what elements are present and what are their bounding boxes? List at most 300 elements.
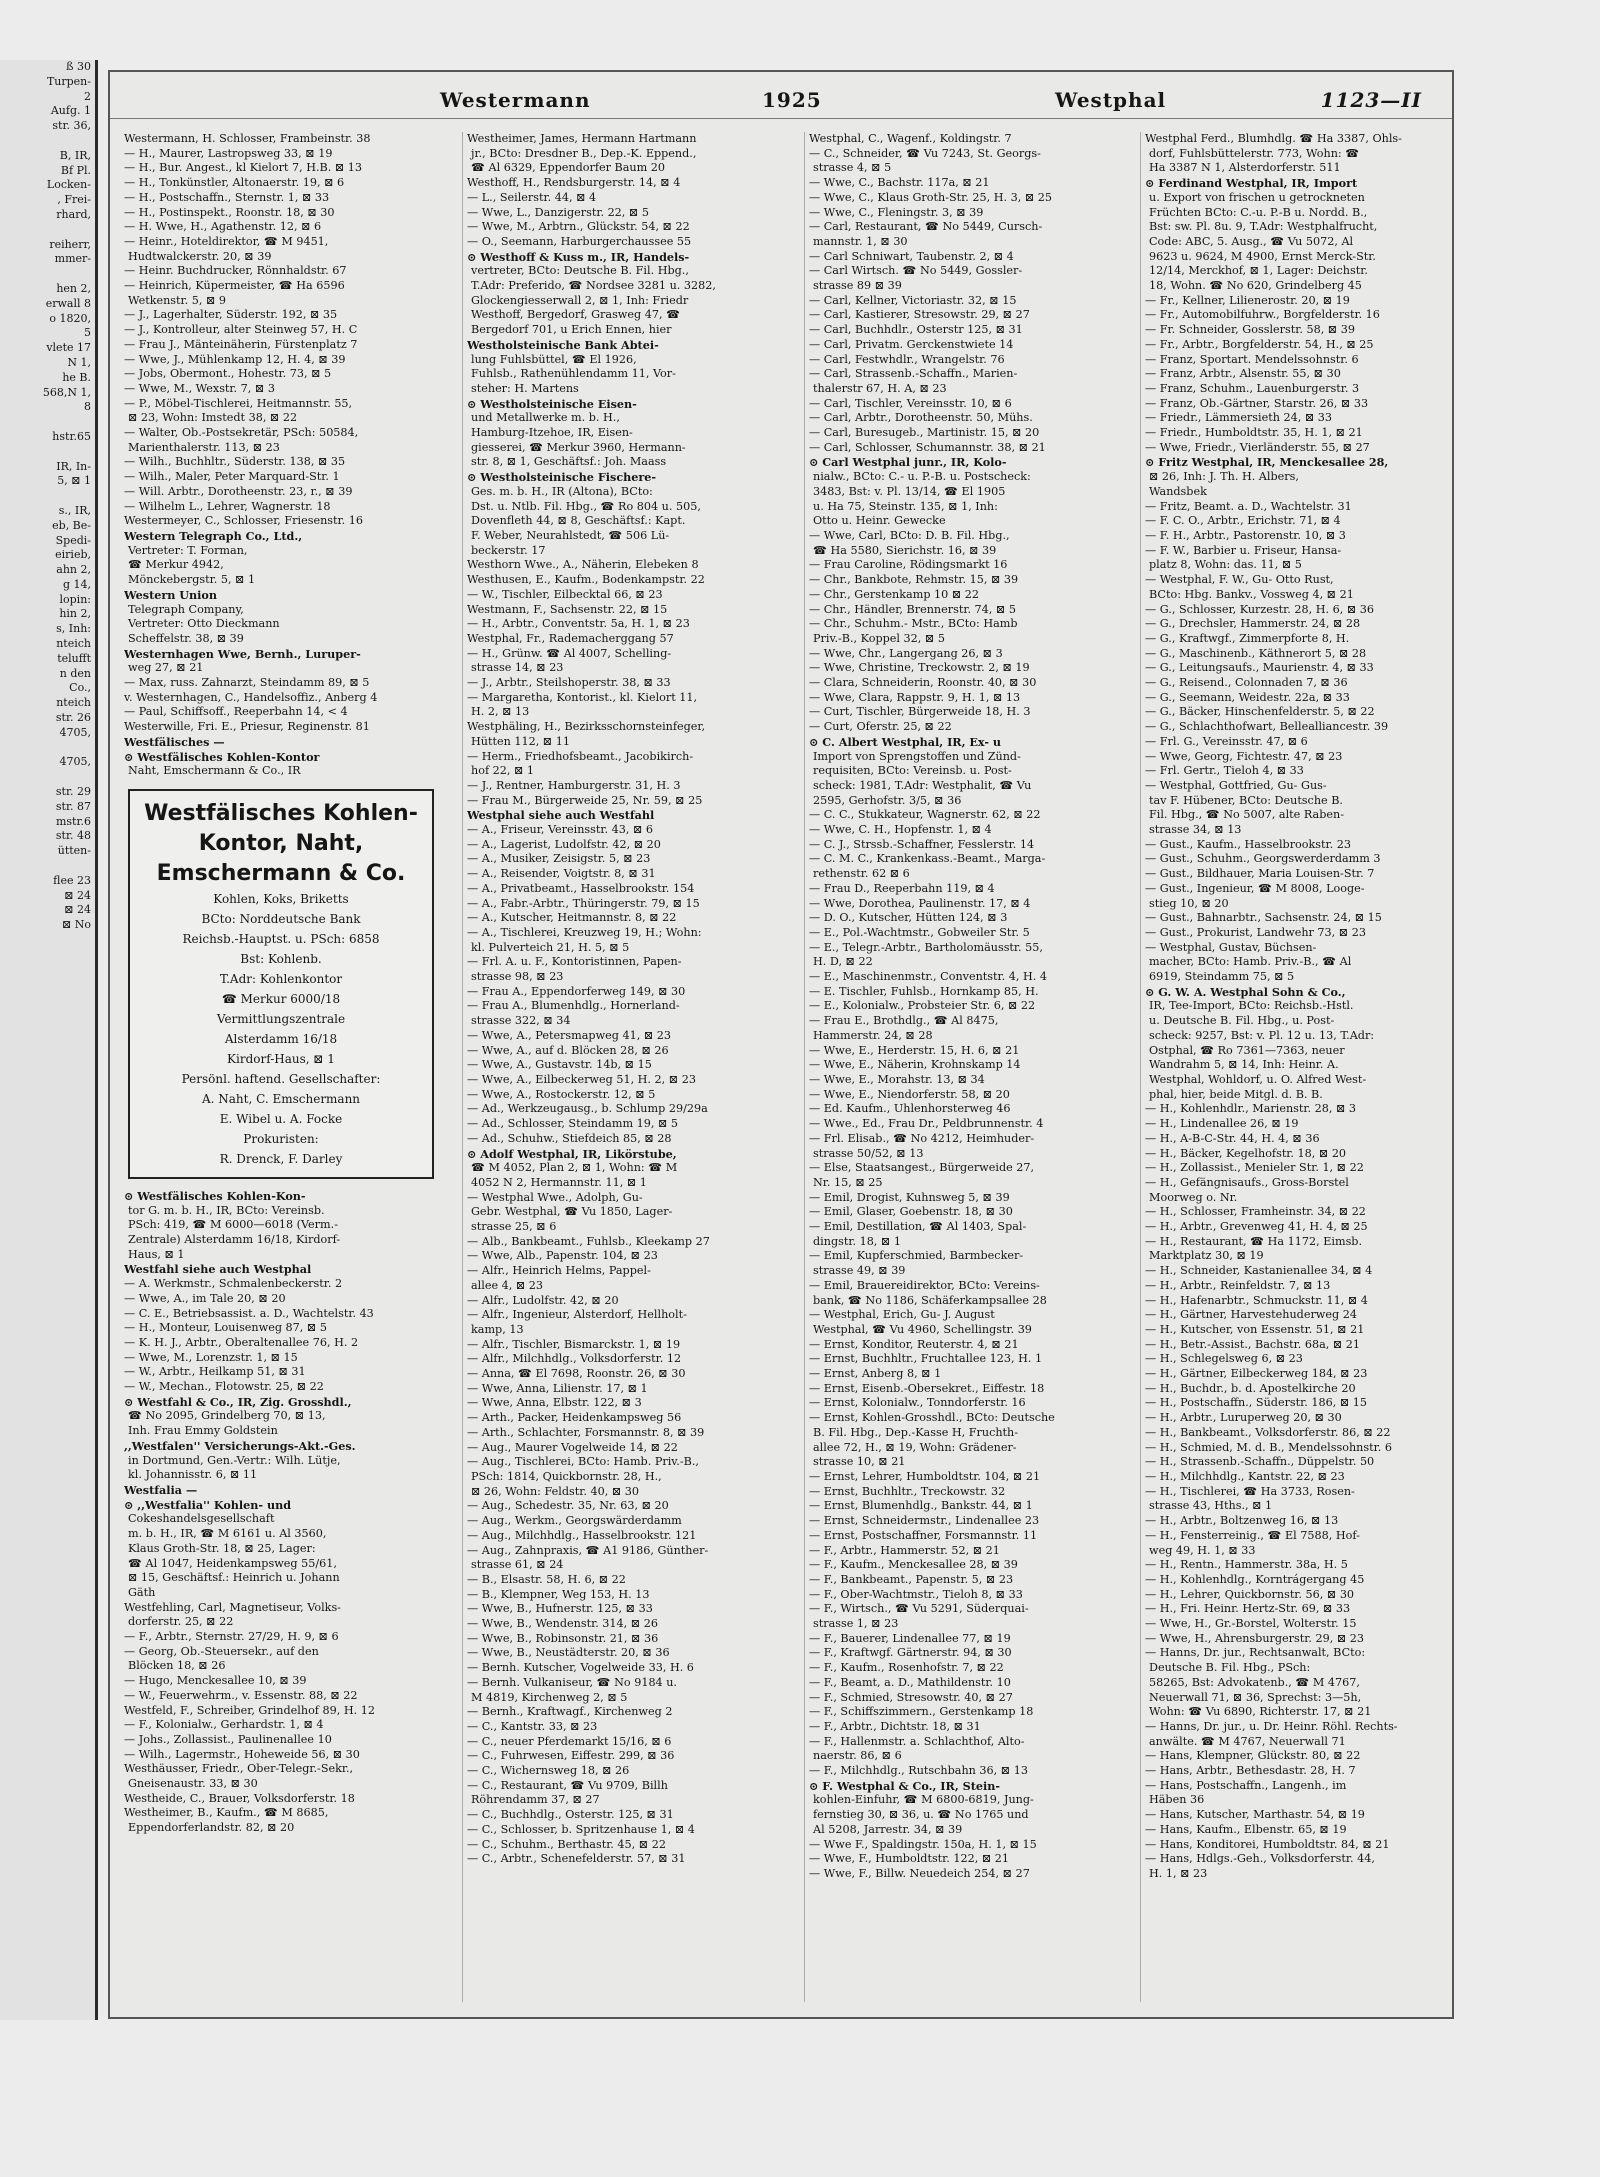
- directory-entry: Bst: sw. Pl. 8u. 9, T.Adr: Westphalfrucht,: [1149, 220, 1378, 234]
- directory-entry: Westheimer, James, Hermann Hartmann: [467, 132, 697, 145]
- directory-entry: Westhäusser, Friedr., Ober-Telegr.-Sekr.,: [124, 1762, 354, 1776]
- directory-entry: — Fr., Automobilfuhrw., Borgfelderstr. 16: [1145, 308, 1380, 322]
- ad-detail-line: Prokuristen:: [243, 1131, 319, 1146]
- directory-entry: — Wwe, Carl, BCto: D. B. Fil. Hbg.,: [809, 528, 1010, 542]
- directory-entry: — Wwe, A., Rostockerstr. 12, ⊠ 5: [467, 1087, 656, 1101]
- ad-detail-line: Bst: Kohlenb.: [240, 951, 322, 966]
- directory-entry: — Ernst, Postschaffner, Forsmannstr. 11: [809, 1528, 1038, 1542]
- directory-entry: platz 8, Wohn: das. 11, ⊠ 5: [1149, 558, 1302, 572]
- directory-entry: — Friedr., Humboldtstr. 35, H. 1, ⊠ 21: [1145, 426, 1363, 440]
- fragment-line: 5, ⊠ 1: [57, 474, 91, 488]
- column-1-entries-continued: [124, 1189, 442, 1836]
- directory-entry: 9623 u. 9624, M 4900, Ernst Merck-Str.: [1149, 249, 1376, 263]
- directory-entry: — H., Schlegelsweg 6, ⊠ 23: [1145, 1352, 1303, 1366]
- directory-entry: Zentrale) Alsterdamm 16/18, Kirdorf-: [128, 1233, 341, 1247]
- directory-entry: Moorweg o. Nr.: [1149, 1190, 1238, 1204]
- directory-entry: — A., Reisender, Voigtstr. 8, ⊠ 31: [467, 867, 656, 881]
- directory-entry: allee 72, H., ⊠ 19, Wohn: Grädener-: [813, 1440, 1017, 1454]
- directory-entry: — C., Schneider, ☎ Vu 7243, St. Georgs-: [809, 146, 1041, 160]
- directory-entry: — Frau E., Brothdlg., ☎ Al 8475,: [809, 1014, 999, 1028]
- directory-entry: — Curt, Oferstr. 25, ⊠ 22: [809, 720, 952, 734]
- directory-entry: — Wwe F., Spaldingstr. 150a, H. 1, ⊠ 15: [809, 1837, 1037, 1851]
- directory-entry: u. Ha 75, Steinstr. 135, ⊠ 1, Inh:: [813, 499, 998, 513]
- directory-entry: — Hans, Postschaffn., Langenh., im: [1145, 1778, 1347, 1792]
- directory-entry: 12/14, Merckhof, ⊠ 1, Lager: Deichstr.: [1149, 264, 1368, 278]
- directory-entry: — H., Gärtner, Eilbeckerweg 184, ⊠ 23: [1145, 1367, 1368, 1381]
- directory-entry: — C., Buchhdlg., Osterstr. 125, ⊠ 31: [467, 1808, 674, 1822]
- directory-entry: Westheide, C., Brauer, Volksdorferstr. 18: [124, 1791, 355, 1805]
- directory-entry: — H., Postinspekt., Roonstr. 18, ⊠ 30: [124, 205, 335, 219]
- directory-entry: — Wilhelm L., Lehrer, Wagnerstr. 18: [124, 499, 331, 513]
- directory-entry: Westmann, F., Sachsenstr. 22, ⊠ 15: [467, 602, 668, 616]
- ad-detail-line: Kirdorf-Haus, ⊠ 1: [227, 1051, 335, 1066]
- directory-entry: — Ernst, Eisenb.-Obersekret., Eiffestr. 18: [809, 1381, 1045, 1395]
- directory-entry: — C., Arbtr., Schenefelderstr. 57, ⊠ 31: [467, 1852, 686, 1866]
- fragment-line: [0, 134, 95, 149]
- directory-entry: ☎ M 4052, Plan 2, ⊠ 1, Wohn: ☎ M: [471, 1161, 678, 1175]
- directory-entry: — F., Arbtr., Hammerstr. 52, ⊠ 21: [809, 1543, 1000, 1557]
- directory-entry: — Wilh., Maler, Peter Marquard-Str. 1: [124, 470, 340, 484]
- fragment-line: Locken-: [46, 178, 91, 192]
- directory-entry: — J., Arbtr., Steilshoperstr. 38, ⊠ 33: [467, 676, 671, 690]
- directory-entry: kohlen-Einfuhr, ☎ M 6800-6819, Jung-: [813, 1793, 1034, 1807]
- directory-entry: — Bernh., Kraftwagf., Kirchenweg 2: [467, 1705, 673, 1719]
- directory-entry: ⊙ Westfälisches Kohlen-Kon-: [124, 1188, 306, 1203]
- directory-entry: giesserei, ☎ Merkur 3960, Hermann-: [471, 440, 686, 454]
- fragment-line: rhard,: [56, 207, 91, 221]
- directory-entry: — G., Leitungsaufs., Maurienstr. 4, ⊠ 33: [1145, 661, 1374, 675]
- directory-entry: Westphal, Fr., Rademacherggang 57: [467, 631, 674, 645]
- directory-entry: — C., Fuhrwesen, Eiffestr. 299, ⊠ 36: [467, 1749, 675, 1763]
- directory-entry: bank, ☎ No 1186, Schäferkampsallee 28: [813, 1293, 1047, 1307]
- directory-entry: — Ernst, Schneidermstr., Lindenallee 23: [809, 1514, 1040, 1528]
- directory-entry: Western Union: [124, 587, 218, 602]
- directory-entry: — Frl. A. u. F., Kontoristinnen, Papen-: [467, 955, 682, 969]
- directory-entry: — H., Arbtr., Boltzenweg 16, ⊠ 13: [1145, 1514, 1339, 1528]
- fragment-line: B, IR,: [59, 148, 91, 162]
- directory-entry: — Wwe, F., Billw. Neuedeich 254, ⊠ 27: [809, 1866, 1030, 1880]
- directory-entry: — Wwe, B., Robinsonstr. 21, ⊠ 36: [467, 1631, 659, 1645]
- directory-entry: — H., Kohlenhdlg., Korntrágergang 45: [1145, 1572, 1365, 1586]
- directory-entry: — F., Milchhdlg., Rutschbahn 36, ⊠ 13: [809, 1764, 1028, 1778]
- directory-entry: — H., Fri. Heinr. Hertz-Str. 69, ⊠ 33: [1145, 1602, 1351, 1616]
- directory-entry: — Wwe, A., Gustavstr. 14b, ⊠ 15: [467, 1058, 652, 1072]
- directory-entry: Bergedorf 701, u Erich Ennen, hier: [471, 323, 672, 337]
- fragment-line: ahn 2,: [56, 563, 91, 577]
- directory-entry: ⊙ ,,Westfalia'' Kohlen- und: [124, 1497, 292, 1512]
- directory-entry: — C., Wichernsweg 18, ⊠ 26: [467, 1764, 630, 1778]
- fragment-line: g 14,: [62, 577, 91, 591]
- directory-entry: — Chr., Bankbote, Rehmstr. 15, ⊠ 39: [809, 573, 1019, 587]
- directory-entry: — Emil, Drogist, Kuhnsweg 5, ⊠ 39: [809, 1190, 1010, 1204]
- fragment-line: n den: [59, 666, 91, 680]
- directory-entry: — J., Lagerhalter, Süderstr. 192, ⊠ 35: [124, 308, 338, 322]
- ad-detail-line: Kohlen, Koks, Briketts: [213, 891, 349, 906]
- directory-entry: Eppendorferlandstr. 82, ⊠ 20: [128, 1821, 295, 1835]
- directory-entry: — H., Grünw. ☎ Al 4007, Schelling-: [467, 646, 672, 660]
- ad-title-line: Emschermann & Co.: [156, 860, 406, 886]
- ad-detail-line: R. Drenck, F. Darley: [219, 1151, 343, 1166]
- fragment-line: vlete 17: [46, 341, 91, 355]
- fragment-line: str. 48: [55, 829, 91, 843]
- fragment-line: [0, 223, 95, 238]
- directory-entry: — F., Bankbeamt., Papenstr. 5, ⊠ 23: [809, 1572, 1014, 1586]
- directory-entry: Vertreter: Otto Dieckmann: [128, 617, 280, 631]
- directory-entry: Westfahl siehe auch Westphal: [124, 1262, 312, 1277]
- directory-entry: — H., Tonkünstler, Altonaerstr. 19, ⊠ 6: [124, 176, 345, 190]
- directory-entry: — Wwe, B., Neustädterstr. 20, ⊠ 36: [467, 1646, 670, 1660]
- directory-entry: — Ad., Schlosser, Steindamm 19, ⊠ 5: [467, 1117, 678, 1131]
- fragment-line: ⊠ No: [62, 918, 91, 932]
- directory-entry: — Frl. Elisab., ☎ No 4212, Heimhuder-: [809, 1131, 1035, 1145]
- ad-title-line: Westfälisches Kohlen-: [144, 800, 418, 826]
- directory-entry: 2595, Gerhofstr. 3/5, ⊠ 36: [813, 793, 962, 807]
- directory-entry: — Wwe, E., Näherin, Krohnskamp 14: [809, 1058, 1021, 1072]
- directory-entry: — Wwe, B., Hufnerstr. 125, ⊠ 33: [467, 1602, 653, 1616]
- directory-entry: fernstieg 30, ⊠ 36, u. ☎ No 1765 und: [813, 1808, 1029, 1822]
- ad-detail-line: Persönl. haftend. Gesellschafter:: [181, 1071, 381, 1086]
- directory-entry: Gneisenaustr. 33, ⊠ 30: [128, 1777, 258, 1791]
- fragment-line: Co.,: [69, 681, 91, 695]
- directory-entry: Westermeyer, C., Schlosser, Friesenstr. 16: [124, 514, 364, 528]
- fragment-line: Turpen-: [46, 74, 91, 88]
- directory-entry: — Aug., Zahnpraxis, ☎ A1 9186, Günther-: [467, 1543, 709, 1557]
- directory-entry: — Carl, Privatm. Gerckenstwiete 14: [809, 337, 1014, 351]
- directory-entry: Cokeshandelsgesellschaft: [128, 1512, 275, 1526]
- fragment-line: erwall 8: [45, 296, 91, 310]
- directory-entry: — Wwe, C., Bachstr. 117a, ⊠ 21: [809, 176, 990, 190]
- directory-entry: jr., BCto: Dresdner B., Dep.-K. Eppend.,: [471, 146, 697, 160]
- fragment-line: o 1820,: [49, 311, 91, 325]
- directory-entry: — Anna, ☎ El 7698, Roonstr. 26, ⊠ 30: [467, 1367, 686, 1381]
- directory-entry: Westphal, ☎ Vu 4960, Schellingstr. 39: [813, 1322, 1032, 1336]
- directory-entry: Telegraph Company,: [128, 602, 244, 616]
- directory-entry: Code: ABC, 5. Ausg., ☎ Vu 5072, Al: [1149, 234, 1354, 248]
- directory-entry: Westphal, Wohldorf, u. O. Alfred West-: [1149, 1073, 1367, 1086]
- directory-entry: — Arth., Packer, Heidenkampsweg 56: [467, 1411, 682, 1425]
- directory-entry: — E., Maschinenmstr., Conventstr. 4, H. 4: [809, 970, 1047, 984]
- directory-entry: — F., Arbtr., Sternstr. 27/29, H. 9, ⊠ 6: [124, 1630, 339, 1644]
- directory-entry: — G., Maschinenb., Käthnerort 5, ⊠ 28: [1145, 646, 1367, 660]
- directory-entry: — H., Maurer, Lastropsweg 33, ⊠ 19: [124, 146, 333, 160]
- directory-entry: requisiten, BCto: Vereinsb. u. Post-: [813, 764, 1012, 778]
- fragment-line: N 1,: [67, 355, 91, 369]
- directory-entry: — H., Arbtr., Luruperweg 20, ⊠ 30: [1145, 1411, 1342, 1425]
- directory-entry: IR, Tee-Import, BCto: Reichsb.-Hstl.: [1149, 999, 1354, 1013]
- directory-entry: — F., Ober-Wachtmstr., Tieloh 8, ⊠ 33: [809, 1587, 1023, 1601]
- directory-entry: m. b. H., IR, ☎ M 6161 u. Al 3560,: [128, 1527, 327, 1541]
- directory-entry: — Gust., Kaufm., Hasselbrookstr. 23: [1145, 837, 1352, 851]
- directory-entry: allee 4, ⊠ 23: [471, 1278, 544, 1292]
- ad-detail-line: Vermittlungszentrale: [216, 1011, 346, 1026]
- directory-entry: dingstr. 18, ⊠ 1: [813, 1234, 901, 1248]
- directory-entry: ⊙ F. Westphal & Co., IR, Stein-: [809, 1778, 1001, 1793]
- directory-entry: — Wwe, Alb., Papenstr. 104, ⊠ 23: [467, 1249, 658, 1263]
- directory-entry: — Gust., Bildhauer, Maria Louisen-Str. 7: [1145, 867, 1375, 881]
- directory-entry: anwälte. ☎ M 4767, Neuerwall 71: [1149, 1734, 1346, 1748]
- directory-entry: — Ernst, Konditor, Reuterstr. 4, ⊠ 21: [809, 1337, 1019, 1351]
- directory-entry: — Franz, Arbtr., Alsenstr. 55, ⊠ 30: [1145, 367, 1341, 381]
- directory-entry: — Wwe, M., Wexstr. 7, ⊠ 3: [124, 381, 275, 395]
- directory-entry: Westernhagen Wwe, Bernh., Luruper-: [124, 646, 361, 661]
- directory-entry: Otto u. Heinr. Gewecke: [813, 514, 946, 528]
- directory-entry: Westfälisches —: [124, 734, 225, 749]
- fragment-line: [0, 267, 95, 282]
- directory-entry: — Alfr., Milchhdlg., Volksdorferstr. 12: [467, 1352, 682, 1366]
- header-left-keyword: Westermann: [440, 88, 591, 112]
- directory-entry: Wetkenstr. 5, ⊠ 9: [128, 293, 227, 307]
- directory-entry: — H., Postschaffn., Süderstr. 186, ⊠ 15: [1145, 1396, 1368, 1410]
- directory-entry: — F. C. O., Arbtr., Erichstr. 71, ⊠ 4: [1145, 514, 1341, 528]
- directory-entry: — H., Milchhdlg., Kantstr. 22, ⊠ 23: [1145, 1469, 1345, 1483]
- page-header: [110, 82, 1452, 119]
- directory-entry: strasse 43, Hths., ⊠ 1: [1149, 1499, 1273, 1513]
- directory-entry: — H., Monteur, Louisenweg 87, ⊠ 5: [124, 1321, 327, 1335]
- directory-entry: — G., Reisend., Colonnaden 7, ⊠ 36: [1145, 676, 1348, 690]
- directory-entry: Westhoff, H., Rendsburgerstr. 14, ⊠ 4: [467, 176, 681, 190]
- directory-entry: Hamburg-Itzehoe, IR, Eisen-: [471, 426, 633, 440]
- directory-entry: kamp, 13: [471, 1322, 524, 1336]
- directory-entry: Westphal siehe auch Westfahl: [467, 808, 655, 823]
- directory-entry: — H., Schlosser, Framheinstr. 34, ⊠ 22: [1145, 1205, 1366, 1219]
- directory-entry: — G., Drechsler, Hammerstr. 24, ⊠ 28: [1145, 617, 1361, 631]
- directory-entry: — C. M. C., Krankenkass.-Beamt., Marga-: [809, 852, 1046, 866]
- directory-entry: — A., Tischlerei, Kreuzweg 19, H.; Wohn:: [467, 925, 702, 939]
- directory-entry: Ostphal, ☎ Ro 7361—7363, neuer: [1149, 1043, 1345, 1057]
- directory-entry: — Max, russ. Zahnarzt, Steindamm 89, ⊠ 5: [124, 676, 370, 690]
- directory-entry: Dovenfleth 44, ⊠ 8, Geschäftsf.: Kapt.: [471, 514, 686, 528]
- directory-entry: Hütten 112, ⊠ 11: [471, 734, 570, 748]
- directory-entry: ⊙ Ferdinand Westphal, IR, Import: [1145, 176, 1358, 191]
- directory-entry: ⊙ C. Albert Westphal, IR, Ex- u: [809, 734, 1002, 749]
- directory-entry: — Fritz, Beamt. a. D., Wachtelstr. 31: [1145, 499, 1352, 513]
- directory-entry: strasse 25, ⊠ 6: [471, 1220, 557, 1234]
- directory-entry: — O., Seemann, Harburgerchaussee 55: [467, 234, 692, 248]
- directory-entry: — Aug., Maurer Vogelweide 14, ⊠ 22: [467, 1440, 678, 1454]
- directory-entry: — Hans, Konditorei, Humboldtstr. 84, ⊠ 21: [1145, 1837, 1390, 1851]
- directory-entry: Vertreter: T. Forman,: [128, 543, 248, 557]
- directory-entry: — H., Postschaffn., Sternstr. 1, ⊠ 33: [124, 190, 330, 204]
- fragment-line: IR, In-: [56, 459, 91, 473]
- directory-entry: — Wwe, Friedr., Vierländerstr. 55, ⊠ 27: [1145, 440, 1370, 454]
- advertisement-box: [128, 789, 434, 1179]
- directory-entry: — Carl, Buchhdlr., Osterstr 125, ⊠ 31: [809, 323, 1023, 337]
- directory-entry: — Frau J., Mänteinäherin, Fürstenplatz 7: [124, 337, 358, 351]
- fragment-line: nteich: [56, 637, 91, 651]
- directory-entry: — H., Schneider, Kastanienallee 34, ⊠ 4: [1145, 1264, 1373, 1278]
- directory-entry: — Hugo, Menckesallee 10, ⊠ 39: [124, 1674, 307, 1688]
- directory-entry: — Hans, Klempner, Glückstr. 80, ⊠ 22: [1145, 1749, 1361, 1763]
- directory-entry: rethenstr. 62 ⊠ 6: [813, 867, 910, 881]
- directory-entry: scheck: 9257, Bst: v. Pl. 12 u. 13, T.Adr:: [1149, 1028, 1375, 1042]
- directory-entry: — H., Arbtr., Grevenweg 41, H. 4, ⊠ 25: [1145, 1220, 1368, 1234]
- directory-entry: ⊠ 23, Wohn: Imstedt 38, ⊠ 22: [128, 411, 298, 425]
- fragment-line: ⊠ 24: [64, 903, 91, 917]
- directory-entry: strasse 4, ⊠ 5: [813, 161, 892, 175]
- directory-entry: — A., Kutscher, Heitmannstr. 8, ⊠ 22: [467, 911, 677, 925]
- directory-entry: — P., Möbel-Tischlerei, Heitmannstr. 55,: [124, 396, 353, 410]
- directory-entry: — Alb., Bankbeamt., Fuhlsb., Kleekamp 27: [467, 1234, 710, 1248]
- directory-entry: — Ernst, Anberg 8, ⊠ 1: [809, 1367, 942, 1381]
- directory-entry: Westheimer, B., Kaufm., ☎ M 8685,: [124, 1806, 329, 1820]
- directory-entry: — Heinrich, Küpermeister, ☎ Ha 6596: [124, 279, 345, 293]
- directory-entry: — F. W., Barbier u. Friseur, Hansa-: [1145, 543, 1342, 557]
- column-1: [124, 132, 442, 2002]
- directory-entry: — Wwe, B., Wendenstr. 314, ⊠ 26: [467, 1617, 658, 1631]
- directory-entry: — Wwe, A., Petersmapweg 41, ⊠ 23: [467, 1028, 672, 1042]
- directory-entry: — Aug., Werkm., Georgswärderdamm: [467, 1514, 682, 1528]
- directory-entry: Westfeld, F., Schreiber, Grindelhof 89, H. 12: [124, 1703, 375, 1717]
- directory-entry: — Hans, Kaufm., Elbenstr. 65, ⊠ 19: [1145, 1822, 1347, 1836]
- directory-entry: — D. O., Kutscher, Hütten 124, ⊠ 3: [809, 911, 1008, 925]
- directory-entry: stieg 10, ⊠ 20: [1149, 896, 1229, 910]
- column-4: [1140, 132, 1445, 2002]
- directory-entry: — J., Kontrolleur, alter Steinweg 57, H. C: [124, 323, 358, 337]
- directory-entry: ⊠ 15, Geschäftsf.: Heinrich u. Johann: [128, 1571, 340, 1585]
- directory-entry: — Westphal Wwe., Adolph, Gu-: [467, 1190, 643, 1204]
- directory-entry: — Wwe, Anna, Elbstr. 122, ⊠ 3: [467, 1396, 642, 1410]
- fragment-line: flee 23: [53, 873, 91, 887]
- fragment-line: 5: [84, 326, 91, 340]
- fragment-line: 8: [84, 400, 91, 414]
- directory-entry: ,,Westfalen'' Versicherungs-Akt.-Ges.: [124, 1438, 356, 1453]
- directory-entry: — Hanns, Dr. jur., Rechtsanwalt, BCto:: [1145, 1646, 1366, 1660]
- directory-entry: — Bernh. Vulkaniseur, ☎ No 9184 u.: [467, 1675, 677, 1689]
- directory-entry: — G., Seemann, Weidestr. 22a, ⊠ 33: [1145, 690, 1350, 704]
- directory-entry: — E., Pol.-Wachtmstr., Gobweiler Str. 5: [809, 925, 1030, 939]
- ad-detail-line: T.Adr: Kohlenkontor: [219, 971, 343, 986]
- directory-entry: — Wwe, F., Humboldtstr. 122, ⊠ 21: [809, 1852, 1010, 1866]
- directory-entry: — Carl, Tischler, Vereinsstr. 10, ⊠ 6: [809, 396, 1012, 410]
- directory-entry: strasse 1, ⊠ 23: [813, 1617, 899, 1631]
- directory-entry: lung Fuhlsbüttel, ☎ El 1926,: [471, 352, 637, 366]
- directory-entry: steher: H. Martens: [471, 381, 579, 395]
- directory-entry: Inh. Frau Emmy Goldstein: [128, 1424, 278, 1438]
- directory-entry: B. Fil. Hbg., Dep.-Kasse H, Fruchth-: [813, 1425, 1019, 1439]
- directory-entry: — H., Strassenb.-Schaffn., Düppelstr. 50: [1145, 1455, 1375, 1469]
- fragment-line: s., IR,: [58, 503, 91, 517]
- fragment-line: lopin:: [59, 592, 91, 606]
- directory-entry: — H., Arbtr., Reinfeldstr. 7, ⊠ 13: [1145, 1278, 1331, 1292]
- directory-entry: — Wwe, A., Eilbeckerweg 51, H. 2, ⊠ 23: [467, 1073, 696, 1086]
- directory-entry: — Frau A., Eppendorferweg 149, ⊠ 30: [467, 984, 686, 998]
- directory-entry: — H., Schmied, M. d. B., Mendelssohnstr. 6: [1145, 1440, 1392, 1454]
- directory-entry: kl. Johannisstr. 6, ⊠ 11: [128, 1468, 258, 1482]
- directory-entry: — Carl, Buresugeb., Martinistr. 15, ⊠ 20: [809, 426, 1040, 440]
- directory-entry: BCto: Hbg. Bankv., Vossweg 4, ⊠ 21: [1149, 587, 1354, 601]
- directory-entry: — Wwe, C., Klaus Groth-Str. 25, H. 3, ⊠ 25: [809, 190, 1052, 204]
- header-year: 1925: [762, 88, 822, 112]
- directory-entry: Westphäling, H., Bezirksschornsteinfeger,: [467, 720, 706, 734]
- directory-entry: dorferstr. 25, ⊠ 22: [128, 1615, 234, 1629]
- directory-entry: 4052 N 2, Hermannstr. 11, ⊠ 1: [471, 1175, 647, 1189]
- fragment-line: [0, 741, 95, 756]
- directory-entry: — W., Tischler, Eilbecktal 66, ⊠ 23: [467, 587, 663, 601]
- directory-entry: strasse 98, ⊠ 23: [471, 970, 564, 984]
- directory-entry: — H., Restaurant, ☎ Ha 1172, Eimsb.: [1145, 1234, 1363, 1248]
- directory-entry: — Gust., Schuhm., Georgswerderdamm 3: [1145, 852, 1381, 866]
- fragment-line: [0, 415, 95, 430]
- directory-entry: — Will. Arbtr., Dorotheenstr. 23, r., ⊠ 39: [124, 484, 353, 498]
- directory-entry: — H., Lehrer, Quickbornstr. 56, ⊠ 30: [1145, 1587, 1355, 1601]
- directory-entry: — C., neuer Pferdemarkt 15/16, ⊠ 6: [467, 1734, 672, 1748]
- directory-entry: mannstr. 1, ⊠ 30: [813, 234, 908, 248]
- directory-entry: — Frl. G., Vereinsstr. 47, ⊠ 6: [1145, 734, 1308, 748]
- directory-entry: ⊙ G. W. A. Westphal Sohn & Co.,: [1145, 984, 1346, 999]
- fragment-line: [0, 859, 95, 874]
- directory-entry: H. D, ⊠ 22: [813, 955, 873, 969]
- directory-entry: — A., Lagerist, Ludolfstr. 42, ⊠ 20: [467, 837, 661, 851]
- directory-entry: — Aug., Milchhdlg., Hasselbrookstr. 121: [467, 1528, 697, 1542]
- directory-entry: — B., Klempner, Weg 153, H. 13: [467, 1587, 650, 1601]
- directory-entry: dorf, Fuhlsbüttelerstr. 773, Wohn: ☎: [1149, 146, 1360, 160]
- directory-entry: Westphal, C., Wagenf., Koldingstr. 7: [809, 132, 1012, 145]
- directory-entry: — A., Musiker, Zeisigstr. 5, ⊠ 23: [467, 852, 651, 866]
- directory-entry: PSch: 419, ☎ M 6000—6018 (Verm.-: [128, 1218, 338, 1232]
- directory-entry: — Carl, Arbtr., Dorotheenstr. 50, Mühs.: [809, 411, 1033, 425]
- directory-entry: — J., Rentner, Hamburgerstr. 31, H. 3: [467, 778, 681, 792]
- directory-entry: Gebr. Westphal, ☎ Vu 1850, Lager-: [471, 1205, 673, 1219]
- directory-entry: — H., Betr.-Assist., Bachstr. 68a, ⊠ 21: [1145, 1337, 1361, 1351]
- directory-entry: — C. E., Betriebsassist. a. D., Wachtelstr. 43: [124, 1306, 374, 1320]
- directory-entry: strasse 14, ⊠ 23: [471, 661, 564, 675]
- ad-detail-line: ☎ Merkur 6000/18: [221, 991, 341, 1006]
- directory-entry: — H., Bäcker, Kegelhofstr. 18, ⊠ 20: [1145, 1146, 1347, 1160]
- directory-entry: — G., Kraftwgf., Zimmerpforte 8, H.: [1145, 631, 1350, 645]
- directory-entry: — H., Rentn., Hammerstr. 38a, H. 5: [1145, 1558, 1348, 1572]
- directory-entry: — H., Zollassist., Menieler Str. 1, ⊠ 22: [1145, 1161, 1364, 1175]
- fragment-line: str. 26: [55, 711, 91, 725]
- directory-entry: Fuhlsb., Rathenühlendamm 11, Vor-: [471, 367, 676, 381]
- directory-entry: — Wwe, Georg, Fichtestr. 47, ⊠ 23: [1145, 749, 1343, 763]
- directory-entry: — Alfr., Heinrich Helms, Pappel-: [467, 1264, 651, 1278]
- directory-entry: — Carl Wirtsch. ☎ No 5449, Gossler-: [809, 264, 1023, 278]
- directory-entry: thalerstr 67, H. A, ⊠ 23: [813, 381, 947, 395]
- directory-entry: Westphal Ferd., Blumhdlg. ☎ Ha 3387, Ohls-: [1145, 132, 1402, 145]
- directory-entry: — Aug., Tischlerei, BCto: Hamb. Priv.-B.,: [467, 1455, 699, 1469]
- directory-entry: — Johs., Zollassist., Paulinenallee 10: [124, 1732, 332, 1746]
- directory-entry: Wandsbek: [1149, 484, 1207, 498]
- directory-entry: — H., Kohlenhdlr., Marienstr. 28, ⊠ 3: [1145, 1102, 1357, 1116]
- directory-entry: ⊙ Adolf Westphal, IR, Likörstube,: [467, 1146, 677, 1161]
- directory-entry: — Curt, Tischler, Bürgerweide 18, H. 3: [809, 705, 1031, 719]
- directory-entry: Westerwille, Fri. E., Priesur, Reginenstr. 81: [124, 720, 370, 734]
- directory-entry: ☎ Merkur 4942,: [128, 558, 224, 572]
- directory-entry: naerstr. 86, ⊠ 6: [813, 1749, 902, 1763]
- directory-entry: — Ernst, Blumenhdlg., Bankstr. 44, ⊠ 1: [809, 1499, 1033, 1513]
- directory-entry: — Ed. Kaufm., Uhlenhorsterweg 46: [809, 1102, 1011, 1116]
- directory-entry: — H., Buchdr., b. d. Apostelkirche 20: [1145, 1381, 1356, 1395]
- directory-entry: strasse 34, ⊠ 13: [1149, 823, 1242, 837]
- directory-entry: F. Weber, Neurahlstedt, ☎ 506 Lü-: [471, 528, 670, 542]
- directory-entry: ☎ Al 6329, Eppendorfer Baum 20: [471, 161, 666, 175]
- directory-entry: — Emil, Destillation, ☎ Al 1403, Spal-: [809, 1220, 1027, 1234]
- directory-entry: Wandrahm 5, ⊠ 14, Inh: Heinr. A.: [1149, 1058, 1339, 1072]
- directory-entry: Ges. m. b. H., IR (Altona), BCto:: [471, 484, 653, 498]
- fragment-line: 568,N 1,: [42, 385, 91, 399]
- directory-entry: Westermann, H. Schlosser, Frambeinstr. 38: [124, 132, 371, 145]
- directory-entry: u. Deutsche B. Fil. Hbg., u. Post-: [1149, 1014, 1335, 1028]
- directory-entry: — Wwe, Clara, Rappstr. 9, H. 1, ⊠ 13: [809, 690, 1021, 704]
- directory-entry: — Ernst, Kolonialw., Tonndorferstr. 16: [809, 1396, 1026, 1410]
- directory-entry: — Alfr., Ludolfstr. 42, ⊠ 20: [467, 1293, 619, 1307]
- directory-entry: Deutsche B. Fil. Hbg., PSch:: [1149, 1661, 1311, 1675]
- directory-entry: und Metallwerke m. b. H.,: [471, 411, 620, 425]
- directory-entry: 18, Wohn. ☎ No 620, Grindelberg 45: [1149, 279, 1362, 293]
- directory-entry: — Fr., Kellner, Lilienerostr. 20, ⊠ 19: [1145, 293, 1350, 307]
- ad-title-line: Kontor, Naht,: [198, 830, 364, 856]
- page-number: 1123—II: [1320, 88, 1422, 112]
